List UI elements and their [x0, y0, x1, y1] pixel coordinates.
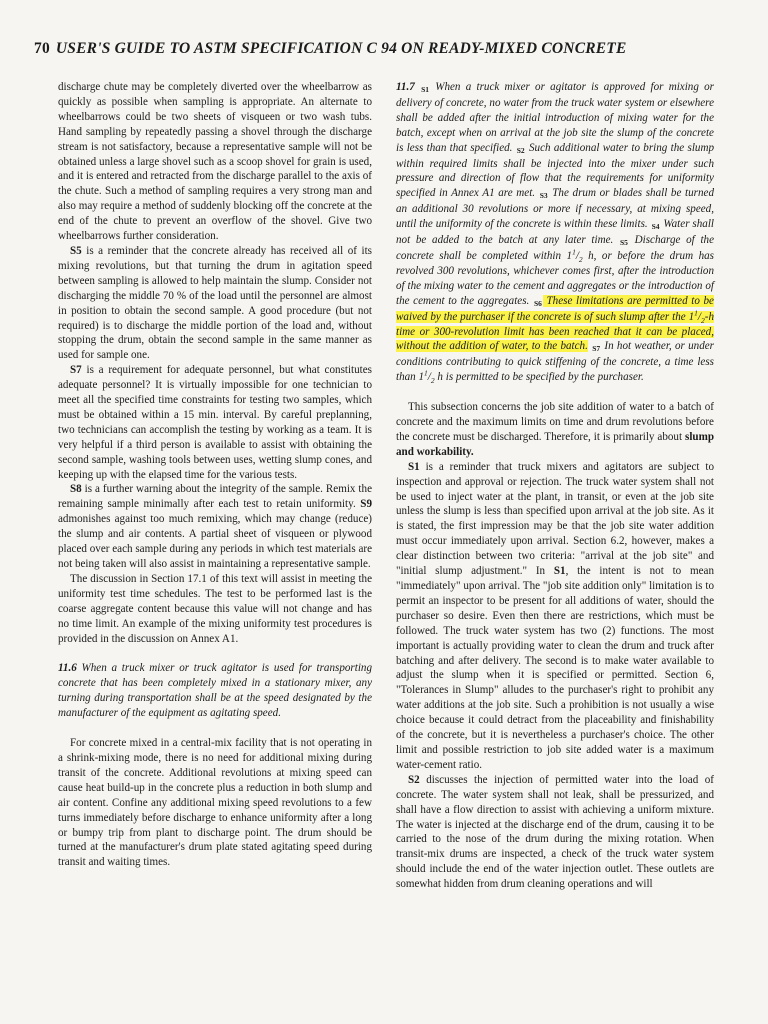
subsection-marker: S4	[651, 222, 660, 232]
paragraph	[58, 572, 372, 647]
section-ref: S1	[553, 565, 566, 578]
section-ref: S8	[70, 483, 82, 496]
section-ref: S7	[70, 364, 82, 377]
paragraph	[396, 773, 714, 892]
spec-clause-11-6	[58, 661, 372, 721]
page-number: 70	[34, 40, 50, 57]
section-ref: S5	[70, 244, 82, 257]
paragraph-text: , the intent is not to mean "immediately" upon arrival. The "job site addition only" limitation is to permit an inspector to be present for all additions of water, should the purchaser so desire. Even then there are restrictions, which must be followed. The truck water system has two (2) functions. The most important is actually providing water to clean the drum and truck after batching and after delivery. The second is to make water available to adjust the slump when it is specified or permitted. Section 6, "Tolerances in Slump" alludes to the purchaser's right to prohibit any water additions at the job site. Such a prohibition is not usually a wise choice because it could detract from the placeability and finishability of the concrete, but it is nevertheless a purchaser's choice. The other limit and possible restriction to job site added water is a maximum water-cement ratio.	[396, 565, 714, 771]
paragraph-text: discharge chute may be completely diverted over the wheelbarrow as quickly as possible when sampling is appropriate. An alternate to wheelbarrows could be two sheets of visqueen or two wash tubs. Hand sampling by repeatedly passing a shovel through the discharge stream is not satisfactory, because a representative sample will not be obtained unless a large shovel such as a scoop shovel for grain is used, and it is entered and retracted from the discharge parallel to the axis of the chute. Such a method of sampling requires a very strong man and also may require a method of suddenly blocking off the concrete at the end of the chute to prevent an overflow of the shovel. Give two wheelbarrows further consideration.	[58, 81, 372, 243]
subsection-marker: S2	[516, 145, 525, 155]
right-column	[396, 80, 714, 892]
subsection-marker: S7	[592, 344, 601, 354]
fraction-denominator: 2	[701, 315, 705, 325]
clause-text: Discharge of the concrete shall be completed within 1	[396, 234, 715, 262]
fraction-denominator: 2	[430, 376, 435, 386]
clause-text: When a truck mixer or truck agitator is used for transporting concrete that has been completely mixed in a stationary mixer, any turning during transportation shall be at the speed designated by the manufacturer of the equipment as agitating speed.	[58, 662, 372, 720]
fraction-numerator: 1	[694, 307, 698, 317]
clause-text: h is permitted to be specified by the purchaser.	[434, 371, 644, 384]
subsection-marker: S6	[533, 298, 542, 308]
running-title: USER'S GUIDE TO ASTM SPECIFICATION C 94 ON READY-MIXED CONCRETE	[55, 40, 627, 57]
paragraph-text: is a reminder that the concrete already has received all of its mixing revolutions, but that turning the drum in agitation speed between sampling is allowed to help maintain the slump. Consider not discharging the middle 70 % of the load until the personnel are almost in position to obtain the second sample. A good procedure (but not required) is to discharge the middle portion of the load and, without stopping the drum, obtain the second sample in the same manner as used for sample one.	[58, 244, 372, 362]
subsection-marker: S3	[539, 191, 548, 201]
paragraph-text: is a further warning about the integrity of the sample. Remix the remaining sample minimally after each test to retain uniformity.	[58, 483, 372, 511]
paragraph-text: This subsection concerns the job site addition of water to a batch of concrete and the maximum limits on time and drum revolutions before the concrete must be discharged. Therefore, it is primarily about	[396, 401, 714, 443]
clause-text: h, or before the drum has revolved 300 revolutions, whichever comes first, after the introduction of the mixing water to the cement and aggregates or the introduction of the cement to the aggregates.	[396, 249, 714, 307]
clause-text: The drum or blades shall be turned an additional 30 revolutions or more if necessary, at mixing speed, until the uniformity of the concrete is within these limits.	[396, 187, 714, 231]
highlighted-text: These limitations are permitted to be waived by the purchaser if the concrete is of such slump after the $1^1/_2-h$ time or 300-revolution limit has been reached that it can be placed, without the addition of water, to the batch.	[396, 294, 714, 353]
paragraph-text: The discussion in Section 17.1 of this text will assist in meeting the uniformity test time schedules. The test to be performed last is the coarse aggregate content because this value will not change and has no time limit. An example of the mixing uniformity test procedures is provided in the discussion on Annex A1.	[58, 572, 372, 645]
paragraph-text: admonishes against too much remixing, which may change (reduce) the slump and air contents. A partial sheet of visqueen or plywood placed over each sample during any periods in which test materials are not being taken will also assist in maintaining a representative sample.	[58, 513, 372, 570]
section-ref: S2	[408, 773, 420, 786]
paragraph	[396, 460, 714, 773]
paragraph	[58, 363, 372, 482]
paragraph	[58, 482, 372, 571]
spec-clause-11-7: 11.7 S1 When a truck mixer or agitator is approved for mixing or delivery of concrete, no water from the truck water system or elsewhere shall be added after the initial introduction of mixing water for the batch, except when on arrival at the job site the slump of the concrete is less than that specified. S2 Such additional water to bring the slump within required limits shall be injected into the mixer under such pressure and direction of flow that the requirements for uniformity specified in Annex A1 are met. S3 The drum or blades shall be turned an additional 30 revolutions or more if necessary, at mixing speed, until the uniformity of the concrete is within these limits. S4 Water shall not be added to the batch at any later time. S5 Discharge of the concrete shall be completed within $1^1/_2$ h, or before the drum has revolved 300 revolutions, whichever comes first, after the introduction of the mixing water to the cement and aggregates or the introduction of the cement to the aggregates. S6 These limitations are permitted to be waived by the purchaser if the concrete is of such slump after the $1^1/_2-h$ time or 300-revolution limit has been reached that it can be placed, without the addition of water, to the batch. S7 In hot weather, or under conditions contributing to quick stiffening of the concrete, a time less than $1^1/_2$ h is permitted to be specified by the purchaser.	[396, 81, 715, 386]
paragraph-text: is a reminder that truck mixers and agitators are subject to inspection and approval or rejection. The truck water system shall not be used to inject water at the plant, in transit, or even at the job site unless the slump is less than specified upon arrival at the job site. As it is stated, the first impression may be that the job site water addition must occur immediately upon arrival. Section 6.2, however, makes a clear distinction between two criteria: "arrival at the job site" and "initial slump adjustment." In	[396, 460, 714, 578]
paragraph	[58, 244, 372, 363]
clause-text: -h time or 300-revolution limit has been reached that it can be placed, without the addition of water, to the batch.	[396, 310, 714, 353]
subsection-marker: S5	[620, 238, 628, 248]
clause-text: When a truck mixer or agitator is approved for mixing or delivery of concrete, no water from the truck water system or elsewhere shall be added after the initial introduction of mixing water for the batch, except when on arrival at the job site the slump of the concrete is less than that specified.	[396, 81, 714, 154]
left-column	[58, 80, 372, 870]
paragraph	[58, 736, 372, 870]
section-ref: S1	[408, 460, 420, 473]
clause-number: 11.7	[396, 81, 415, 93]
bold-phrase: slump and workability.	[396, 430, 714, 458]
subsection-marker: S1	[421, 85, 429, 94]
clause-number: 11.6	[58, 662, 77, 675]
paragraph-text: For concrete mixed in a central-mix facility that is not operating in a shrink-mixing mode, there is no need for additional mixing during transit of the concrete. Additional revolutions at mixing speed can cause heat build-up in the concrete plus a reduction in both slump and air content. Confine any additional mixing speed revolutions to a few turns immediately before discharge to enhance uniformity after a long or bumpy trip from plant to discharge point. The drum should be turned at the manufacturer's drum plate stated agitating speed during transit and waiting times.	[58, 737, 372, 869]
fraction-numerator: 1	[424, 368, 428, 378]
paragraph	[58, 80, 372, 244]
running-header	[34, 40, 734, 64]
clause-text: These limitations are permitted to be waived by the purchaser if the concrete is of such slump after the 1	[396, 294, 714, 323]
clause-text: In hot weather, or under conditions contributing to quick stiffening of the concrete, a time less than 1	[396, 340, 714, 384]
paragraph	[396, 400, 714, 460]
clause-text: Such additional water to bring the slump within required limits shall be injected into the mixer under such pressure and direction of flow that the requirements for uniformity specified in Annex A1 are met.	[396, 141, 715, 200]
section-ref: S9	[360, 498, 372, 511]
paragraph-text: discusses the injection of permitted water into the load of concrete. The water system shall not leak, shall be pressurized, and shall have a flow direction to assist with achieving a uniform mixture. The water is injected at the discharge end of the drum, causing it to be carried to the nose of the drum during the mixing rotation. When transit-mix drums are inspected, a check of the truck water system should include the end of the water injection outlet. These outlets are somewhat hidden from drum cleaning operations and will	[396, 773, 714, 891]
paragraph-text: is a requirement for adequate personnel, but what constitutes adequate personnel? It is virtually impossible for one technician to meet all the specified time constraints for testing two samples, which must be obtained within a 15 min. interval. By careful preplanning, two technicians can accomplish the testing by working as a team. It is very helpful if a third person is available to assist with obtaining the second sample, washing tools between uses, wetting slump cones, and keeping up with the elapsed time for the various tests.	[58, 364, 372, 481]
clause-text: Water shall not be added to the batch at any later time.	[396, 218, 714, 247]
fraction-numerator: 1	[572, 247, 576, 257]
fraction-denominator: 2	[578, 255, 583, 265]
